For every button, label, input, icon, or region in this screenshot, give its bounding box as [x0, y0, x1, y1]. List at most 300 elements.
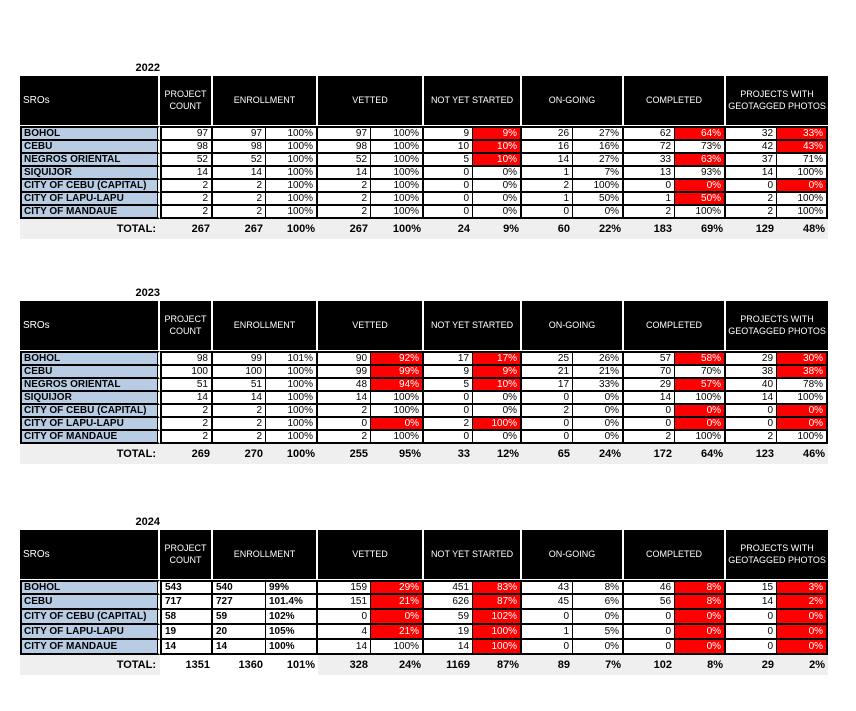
- cell: 100%: [777, 431, 828, 444]
- cell: 100%: [266, 379, 318, 392]
- cell: 16%: [573, 141, 624, 154]
- cell: 45: [522, 595, 573, 610]
- cell: 0: [624, 180, 675, 193]
- cell: 0%: [473, 206, 522, 219]
- column-header-projects-with-geotagged-photos: PROJECTS WITH GEOTAGGED PHOTOS: [726, 530, 828, 580]
- cell: 100%: [266, 141, 318, 154]
- cell: 90: [318, 351, 371, 366]
- cell: 100%: [675, 206, 726, 219]
- cell: 2: [160, 206, 213, 219]
- cell: 1: [522, 193, 573, 206]
- cell: 9: [424, 366, 473, 379]
- cell: 38: [726, 366, 777, 379]
- cell: 727: [213, 595, 266, 610]
- total-label: TOTAL:: [20, 444, 160, 464]
- cell: 98: [160, 351, 213, 366]
- cell: 21%: [573, 366, 624, 379]
- cell: 14: [726, 392, 777, 405]
- cell: 71%: [777, 154, 828, 167]
- cell: 15: [726, 580, 777, 595]
- cell: 0: [624, 640, 675, 655]
- total-cell: 24%: [371, 655, 424, 675]
- row-label: BOHOL: [20, 351, 160, 366]
- cell: 100%: [371, 206, 424, 219]
- cell: 8%: [573, 580, 624, 595]
- cell: 33: [624, 154, 675, 167]
- cell: 10%: [473, 154, 522, 167]
- cell: 100%: [266, 431, 318, 444]
- cell: 100%: [371, 405, 424, 418]
- total-cell: 1169: [424, 655, 473, 675]
- cell: 0%: [473, 167, 522, 180]
- total-cell: 100%: [266, 219, 318, 239]
- total-cell: 87%: [473, 655, 522, 675]
- cell: 63%: [675, 154, 726, 167]
- cell: 0%: [473, 180, 522, 193]
- cell: 9%: [473, 126, 522, 141]
- row-label: CITY OF MANDAUE: [20, 431, 160, 444]
- cell: 2: [213, 431, 266, 444]
- cell: 57%: [675, 379, 726, 392]
- cell: 33%: [573, 379, 624, 392]
- cell: 14: [213, 392, 266, 405]
- cell: 56: [624, 595, 675, 610]
- cell: 62: [624, 126, 675, 141]
- cell: 97: [213, 126, 266, 141]
- cell: 100%: [371, 392, 424, 405]
- cell: 59: [213, 610, 266, 625]
- cell: 4: [318, 625, 371, 640]
- cell: 2%: [777, 595, 828, 610]
- table-row: [20, 141, 828, 154]
- cell: 0: [522, 610, 573, 625]
- table-row: [20, 640, 828, 655]
- total-cell: 89: [522, 655, 573, 675]
- cell: 92%: [371, 351, 424, 366]
- total-cell: 183: [624, 219, 675, 239]
- cell: 70: [624, 366, 675, 379]
- cell: 94%: [371, 379, 424, 392]
- cell: 0: [424, 167, 473, 180]
- cell: 50%: [573, 193, 624, 206]
- row-label: CITY OF CEBU (CAPITAL): [20, 405, 160, 418]
- cell: 5%: [573, 625, 624, 640]
- table-row: [20, 351, 828, 366]
- column-header-on-going: ON-GOING: [522, 530, 624, 580]
- cell: 2: [160, 180, 213, 193]
- cell: 0%: [777, 418, 828, 431]
- cell: 2: [318, 206, 371, 219]
- cell: 2: [726, 206, 777, 219]
- cell: 83%: [473, 580, 522, 595]
- total-cell: 129: [726, 219, 777, 239]
- cell: 0%: [675, 405, 726, 418]
- cell: 6%: [573, 595, 624, 610]
- table-row: [20, 580, 828, 595]
- column-header-completed: COMPLETED: [624, 301, 726, 351]
- row-label: BOHOL: [20, 126, 160, 141]
- cell: 2: [160, 418, 213, 431]
- total-cell: 7%: [573, 655, 624, 675]
- cell: 100%: [371, 180, 424, 193]
- cell: 97: [160, 126, 213, 141]
- cell: 540: [213, 580, 266, 595]
- cell: 2: [318, 405, 371, 418]
- cell: 59: [424, 610, 473, 625]
- cell: 40: [726, 379, 777, 392]
- total-cell: 24: [424, 219, 473, 239]
- row-label: CEBU: [20, 141, 160, 154]
- cell: 2: [160, 193, 213, 206]
- table-row: [20, 167, 828, 180]
- cell: 51: [160, 379, 213, 392]
- cell: 14: [726, 167, 777, 180]
- year-table-2022: [20, 62, 830, 239]
- cell: 0%: [573, 392, 624, 405]
- total-row: [20, 655, 828, 675]
- cell: 2: [213, 193, 266, 206]
- cell: 100%: [573, 180, 624, 193]
- cell: 451: [424, 580, 473, 595]
- cell: 100%: [266, 640, 318, 655]
- cell: 100%: [266, 392, 318, 405]
- total-row: [20, 444, 828, 464]
- total-cell: 255: [318, 444, 371, 464]
- row-label: CITY OF LAPU-LAPU: [20, 193, 160, 206]
- total-cell: 123: [726, 444, 777, 464]
- cell: 93%: [675, 167, 726, 180]
- total-cell: 64%: [675, 444, 726, 464]
- cell: 0: [522, 640, 573, 655]
- total-cell: 172: [624, 444, 675, 464]
- cell: 14: [318, 167, 371, 180]
- column-header-project-count: PROJECT COUNT: [160, 76, 213, 126]
- cell: 99%: [371, 366, 424, 379]
- cell: 100%: [266, 405, 318, 418]
- cell: 87%: [473, 595, 522, 610]
- cell: 26: [522, 126, 573, 141]
- cell: 101.4%: [266, 595, 318, 610]
- cell: 0: [424, 206, 473, 219]
- total-cell: 65: [522, 444, 573, 464]
- cell: 72: [624, 141, 675, 154]
- total-cell: 267: [160, 219, 213, 239]
- cell: 21: [522, 366, 573, 379]
- table-row: [20, 379, 828, 392]
- cell: 42: [726, 141, 777, 154]
- cell: 0%: [675, 610, 726, 625]
- cell: 14: [160, 392, 213, 405]
- column-header-projects-with-geotagged-photos: PROJECTS WITH GEOTAGGED PHOTOS: [726, 301, 828, 351]
- table-row: [20, 392, 828, 405]
- cell: 13: [624, 167, 675, 180]
- cell: 0: [522, 392, 573, 405]
- column-header-vetted: VETTED: [318, 530, 424, 580]
- cell: 0%: [777, 625, 828, 640]
- cell: 717: [160, 595, 213, 610]
- cell: 100%: [473, 625, 522, 640]
- column-header-completed: COMPLETED: [624, 530, 726, 580]
- cell: 0%: [573, 640, 624, 655]
- cell: 10%: [473, 379, 522, 392]
- cell: 32: [726, 126, 777, 141]
- table-row: [20, 154, 828, 167]
- cell: 100%: [371, 154, 424, 167]
- total-cell: 1351: [160, 655, 213, 675]
- total-cell: 267: [213, 219, 266, 239]
- cell: 100%: [371, 126, 424, 141]
- cell: 14: [160, 167, 213, 180]
- cell: 0: [726, 405, 777, 418]
- cell: 25: [522, 351, 573, 366]
- cell: 2: [424, 418, 473, 431]
- cell: 102%: [266, 610, 318, 625]
- cell: 21%: [371, 595, 424, 610]
- cell: 0: [726, 610, 777, 625]
- cell: 0%: [777, 405, 828, 418]
- cell: 78%: [777, 379, 828, 392]
- cell: 52: [318, 154, 371, 167]
- cell: 0: [318, 610, 371, 625]
- cell: 5: [424, 379, 473, 392]
- cell: 14: [318, 640, 371, 655]
- total-cell: 48%: [777, 219, 828, 239]
- cell: 105%: [266, 625, 318, 640]
- year-table-2024: [20, 516, 830, 675]
- column-header-vetted: VETTED: [318, 76, 424, 126]
- cell: 2: [726, 193, 777, 206]
- row-label: CITY OF LAPU-LAPU: [20, 418, 160, 431]
- cell: 0%: [777, 180, 828, 193]
- total-cell: 101%: [266, 655, 318, 675]
- status-table: [20, 530, 828, 675]
- row-label: BOHOL: [20, 580, 160, 595]
- cell: 100%: [371, 640, 424, 655]
- cell: 0%: [675, 180, 726, 193]
- cell: 2: [160, 405, 213, 418]
- cell: 0: [726, 180, 777, 193]
- status-table: [20, 301, 828, 464]
- cell: 14: [318, 392, 371, 405]
- total-cell: 95%: [371, 444, 424, 464]
- cell: 100%: [266, 418, 318, 431]
- cell: 159: [318, 580, 371, 595]
- cell: 100%: [371, 431, 424, 444]
- table-row: [20, 193, 828, 206]
- cell: 100%: [266, 206, 318, 219]
- row-label: SIQUIJOR: [20, 392, 160, 405]
- cell: 2: [213, 418, 266, 431]
- column-header-not-yet-started: NOT YET STARTED: [424, 530, 522, 580]
- total-cell: 29: [726, 655, 777, 675]
- cell: 0: [726, 640, 777, 655]
- header-row: [20, 530, 828, 580]
- cell: 19: [424, 625, 473, 640]
- cell: 100%: [371, 141, 424, 154]
- header-row: [20, 76, 828, 126]
- cell: 100%: [266, 180, 318, 193]
- cell: 14: [213, 167, 266, 180]
- table-row: [20, 180, 828, 193]
- cell: 100: [213, 366, 266, 379]
- cell: 2: [213, 405, 266, 418]
- total-cell: 12%: [473, 444, 522, 464]
- table-row: [20, 206, 828, 219]
- cell: 100%: [266, 154, 318, 167]
- cell: 0: [624, 610, 675, 625]
- row-label: SIQUIJOR: [20, 167, 160, 180]
- column-header-completed: COMPLETED: [624, 76, 726, 126]
- cell: 1: [624, 193, 675, 206]
- cell: 17: [424, 351, 473, 366]
- cell: 19: [160, 625, 213, 640]
- cell: 0: [424, 431, 473, 444]
- column-header-vetted: VETTED: [318, 301, 424, 351]
- cell: 17: [522, 379, 573, 392]
- row-label: CITY OF MANDAUE: [20, 640, 160, 655]
- cell: 0%: [573, 431, 624, 444]
- cell: 0%: [675, 640, 726, 655]
- cell: 70%: [675, 366, 726, 379]
- column-header-sros: SROs: [20, 530, 160, 580]
- cell: 100%: [266, 366, 318, 379]
- cell: 27%: [573, 126, 624, 141]
- cell: 0: [424, 193, 473, 206]
- cell: 14: [624, 392, 675, 405]
- cell: 101%: [266, 351, 318, 366]
- cell: 0%: [573, 206, 624, 219]
- cell: 8%: [675, 580, 726, 595]
- cell: 2: [318, 180, 371, 193]
- row-label: NEGROS ORIENTAL: [20, 379, 160, 392]
- cell: 29: [624, 379, 675, 392]
- column-header-enrollment: ENROLLMENT: [213, 530, 318, 580]
- cell: 0%: [777, 640, 828, 655]
- cell: 0%: [573, 418, 624, 431]
- row-label: CITY OF CEBU (CAPITAL): [20, 610, 160, 625]
- cell: 2: [318, 193, 371, 206]
- total-cell: 2%: [777, 655, 828, 675]
- cell: 0: [522, 206, 573, 219]
- table-row: [20, 405, 828, 418]
- cell: 10: [424, 141, 473, 154]
- cell: 0: [522, 418, 573, 431]
- total-row: [20, 219, 828, 239]
- cell: 9: [424, 126, 473, 141]
- cell: 38%: [777, 366, 828, 379]
- cell: 102%: [473, 610, 522, 625]
- cell: 64%: [675, 126, 726, 141]
- column-header-project-count: PROJECT COUNT: [160, 530, 213, 580]
- column-header-not-yet-started: NOT YET STARTED: [424, 76, 522, 126]
- cell: 100%: [675, 392, 726, 405]
- cell: 26%: [573, 351, 624, 366]
- total-cell: 69%: [675, 219, 726, 239]
- cell: 43: [522, 580, 573, 595]
- cell: 0: [424, 405, 473, 418]
- cell: 0: [726, 418, 777, 431]
- cell: 51: [213, 379, 266, 392]
- total-cell: 9%: [473, 219, 522, 239]
- row-label: CEBU: [20, 366, 160, 379]
- cell: 2: [522, 180, 573, 193]
- cell: 626: [424, 595, 473, 610]
- table-row: [20, 625, 828, 640]
- cell: 14: [160, 640, 213, 655]
- year-title: 2022: [135, 62, 160, 74]
- cell: 0: [318, 418, 371, 431]
- cell: 57: [624, 351, 675, 366]
- cell: 99: [318, 366, 371, 379]
- cell: 2: [624, 431, 675, 444]
- cell: 58: [160, 610, 213, 625]
- cell: 0%: [675, 418, 726, 431]
- cell: 2: [213, 180, 266, 193]
- column-header-sros: SROs: [20, 76, 160, 126]
- table-row: [20, 126, 828, 141]
- cell: 151: [318, 595, 371, 610]
- cell: 100%: [266, 167, 318, 180]
- cell: 43%: [777, 141, 828, 154]
- cell: 5: [424, 154, 473, 167]
- column-header-enrollment: ENROLLMENT: [213, 76, 318, 126]
- cell: 30%: [777, 351, 828, 366]
- cell: 100%: [266, 193, 318, 206]
- total-cell: 270: [213, 444, 266, 464]
- row-label: CITY OF CEBU (CAPITAL): [20, 180, 160, 193]
- cell: 2: [213, 206, 266, 219]
- column-header-enrollment: ENROLLMENT: [213, 301, 318, 351]
- cell: 52: [160, 154, 213, 167]
- row-label: CITY OF LAPU-LAPU: [20, 625, 160, 640]
- cell: 0: [624, 405, 675, 418]
- cell: 99: [213, 351, 266, 366]
- cell: 98: [318, 141, 371, 154]
- cell: 14: [213, 640, 266, 655]
- cell: 21%: [371, 625, 424, 640]
- cell: 100%: [266, 126, 318, 141]
- cell: 0%: [473, 392, 522, 405]
- cell: 100%: [777, 167, 828, 180]
- total-cell: 8%: [675, 655, 726, 675]
- cell: 29%: [371, 580, 424, 595]
- cell: 14: [522, 154, 573, 167]
- cell: 16: [522, 141, 573, 154]
- cell: 8%: [675, 595, 726, 610]
- cell: 48: [318, 379, 371, 392]
- column-header-project-count: PROJECT COUNT: [160, 301, 213, 351]
- cell: 100%: [777, 392, 828, 405]
- cell: 33%: [777, 126, 828, 141]
- column-header-on-going: ON-GOING: [522, 76, 624, 126]
- cell: 17%: [473, 351, 522, 366]
- cell: 2: [522, 405, 573, 418]
- cell: 27%: [573, 154, 624, 167]
- cell: 0: [624, 625, 675, 640]
- column-header-not-yet-started: NOT YET STARTED: [424, 301, 522, 351]
- row-label: CEBU: [20, 595, 160, 610]
- cell: 50%: [675, 193, 726, 206]
- cell: 543: [160, 580, 213, 595]
- total-cell: 1360: [213, 655, 266, 675]
- cell: 73%: [675, 141, 726, 154]
- total-cell: 46%: [777, 444, 828, 464]
- total-label: TOTAL:: [20, 655, 160, 675]
- cell: 100%: [371, 167, 424, 180]
- total-cell: 100%: [371, 219, 424, 239]
- cell: 0%: [473, 431, 522, 444]
- cell: 1: [522, 167, 573, 180]
